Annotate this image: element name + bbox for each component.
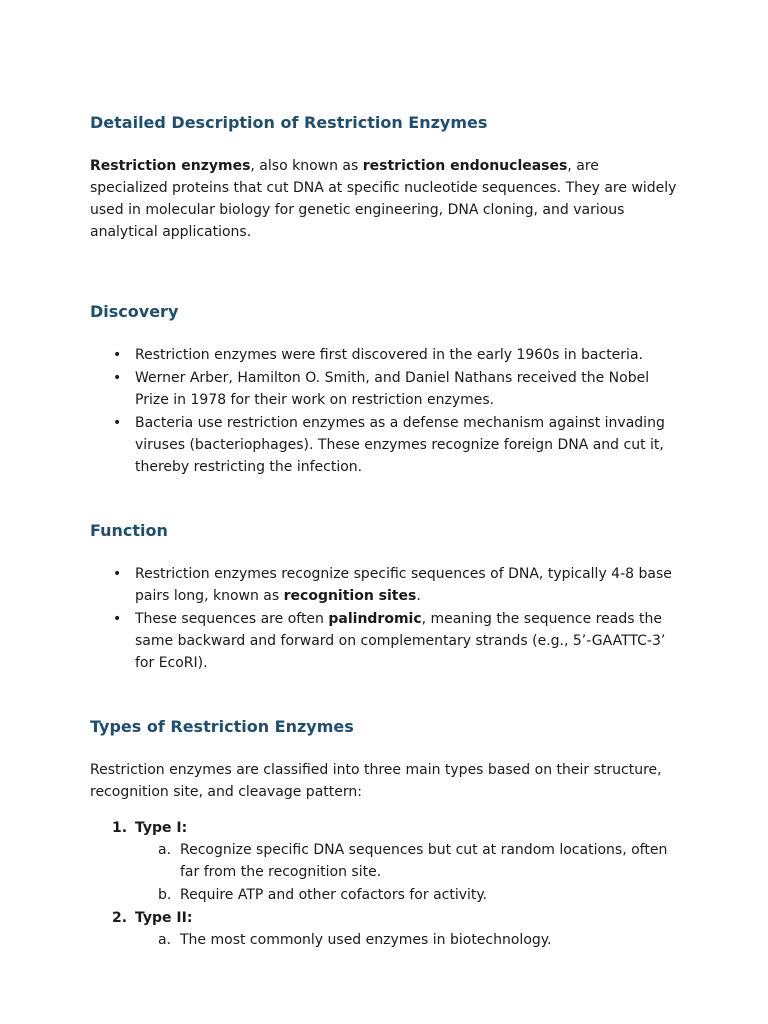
- type-item: [112, 817, 678, 906]
- type-label: Type I:: [135, 820, 188, 836]
- sub-item: [158, 839, 678, 883]
- type-number: 1.: [112, 820, 128, 836]
- sub-item: [158, 884, 678, 906]
- sub-item-letter: a.: [158, 842, 172, 858]
- bullet-icon: •: [113, 611, 122, 627]
- type-item: [112, 907, 678, 951]
- sub-item-text: The most commonly used enzymes in biotechnology.: [180, 932, 552, 948]
- list-item: [113, 344, 678, 366]
- list-item-text: , meaning the sequence reads the same backward and forward on complementary strands (e.g., 5’-GAATTC-3’ for EcoRI).: [135, 611, 666, 671]
- bullet-icon: •: [113, 566, 122, 582]
- list-item: [113, 608, 678, 674]
- sub-item: [158, 929, 678, 951]
- list-item-text: Bacteria use restriction enzymes as a defense mechanism against invading viruses (bacteriophages). These enzymes recognize foreign DNA and cut it, thereby restricting the infection.: [135, 415, 665, 475]
- intro-text: , are specialized proteins that cut DNA at specific nucleotide sequences. They are widely used in molecular biology for genetic engineering, DNA cloning, and various analytical applications.: [90, 158, 677, 240]
- list-item-text: These sequences are often: [135, 611, 329, 627]
- section-heading-function: Function: [90, 521, 168, 540]
- list-item: [113, 412, 678, 478]
- sub-item-text: Require ATP and other cofactors for activity.: [180, 887, 488, 903]
- list-item-bold-term: recognition sites: [283, 588, 417, 604]
- list-item: [113, 367, 678, 411]
- list-item-text: .: [416, 588, 421, 604]
- types-list: [90, 817, 678, 951]
- type-label: Type II:: [135, 910, 193, 926]
- type-sublist: [135, 929, 678, 951]
- discovery-list: [90, 344, 678, 478]
- intro-bold-term: restriction endonucleases: [362, 158, 568, 174]
- sub-item-letter: b.: [158, 887, 172, 903]
- list-item-bold-term: palindromic: [328, 611, 422, 627]
- page-title: Detailed Description of Restriction Enzymes: [90, 113, 488, 132]
- type-number: 2.: [112, 910, 128, 926]
- section-heading-discovery: Discovery: [90, 302, 179, 321]
- list-item: [113, 563, 678, 607]
- function-list: [90, 563, 678, 674]
- intro-paragraph: [90, 155, 678, 243]
- section-heading-types: Types of Restriction Enzymes: [90, 717, 354, 736]
- list-item-text: Restriction enzymes recognize specific sequences of DNA, typically 4-8 base pairs long, known as: [135, 566, 672, 604]
- list-item-text: Werner Arber, Hamilton O. Smith, and Daniel Nathans received the Nobel Prize in 1978 for their work on restriction enzymes.: [135, 370, 650, 408]
- sub-item-letter: a.: [158, 932, 172, 948]
- bullet-icon: •: [113, 347, 122, 363]
- bullet-icon: •: [113, 370, 122, 386]
- bullet-icon: •: [113, 415, 122, 431]
- list-item-text: Restriction enzymes were first discovered in the early 1960s in bacteria.: [135, 347, 643, 363]
- intro-text: , also known as: [250, 158, 363, 174]
- sub-item-text: Recognize specific DNA sequences but cut at random locations, often far from the recognition site.: [180, 842, 668, 880]
- intro-bold-term: Restriction enzymes: [90, 158, 251, 174]
- types-intro-paragraph: Restriction enzymes are classified into three main types based on their structure, recognition site, and cleavage pattern:: [90, 762, 662, 800]
- type-sublist: [135, 839, 678, 906]
